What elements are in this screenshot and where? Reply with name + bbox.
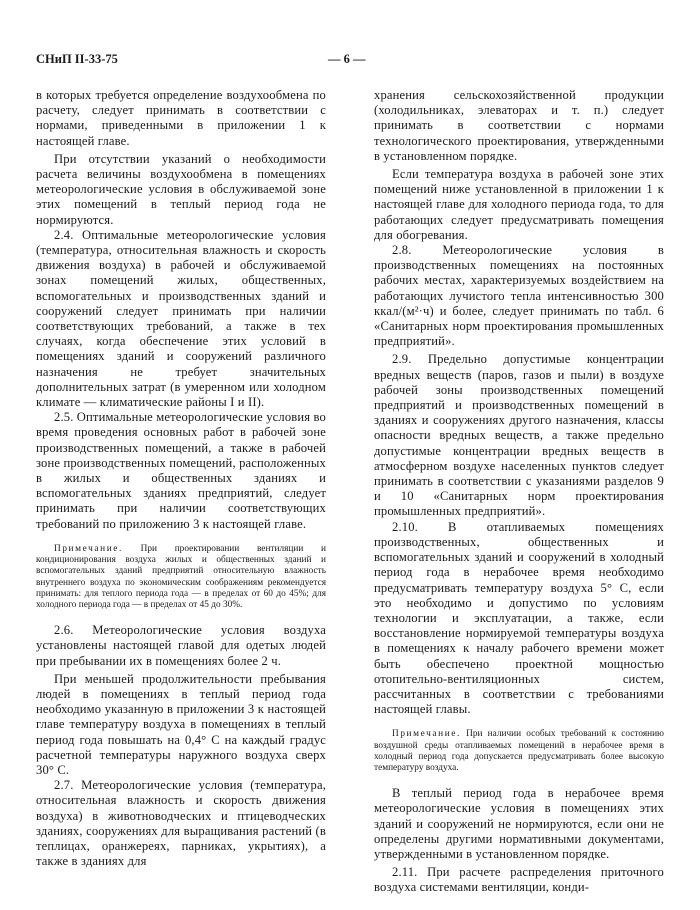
- paragraph-2-11: 2.11. При расчете распределения приточного воздуха системами вентиляции, конди-: [374, 865, 664, 895]
- paragraph: в которых требуется определение воздухообмена по расчету, следует принимать в соответствии с нормами, приведенными в приложении 1 к настоящей главе.: [36, 88, 326, 148]
- note-text: При наличии особых требований к состоянию воздушной среды отапливаемых помещений в нерабочее время в холодный период года допускается предусматривать более высокую температуру воздуха.: [374, 729, 665, 773]
- paragraph: При отсутствии указаний о необходимости расчета величины воздухообмена в помещениях метеорологические условия в обслуживаемой зоне этих помещений в теплый период года не нормируются.: [36, 151, 326, 227]
- paragraph-2-4: 2.4. Оптимальные метеорологические условия (температура, относительная влажность и скорость движения воздуха) в рабочей и обслуживаемой зонах помещений жилых, общественных, вспомогательных и производственных зданий и сооружений следует принимать при наличии соответствующих требований, а также в тех случаях, когда обеспечение этих условий в помещениях зданий и сооружений различного назначения не требует значительных дополнительных затрат (в умеренном или холодном климате — климатические районы I и II).: [36, 227, 326, 410]
- paragraph: Если температура воздуха в рабочей зоне этих помещений ниже установленной в приложении 1 к настоящей главе для холодного периода года, то для работающих следует предусматривать помещения для обогревания.: [374, 167, 664, 242]
- note-text: При проектировании вентиляции и кондиционирования воздуха жилых и общественных зданий и вспомогательных зданий предприятий относительную влажность внутреннего воздуха по экономическим соображениям рекомендуется принимать: для теплого периода года — в пределах от 60 до 45%; для холодного периода года — в пределах от 45 до 30%.: [36, 543, 326, 610]
- note: [374, 729, 664, 774]
- paragraph-2-9: 2.9. Предельно допустимые концентрации вредных веществ (паров, газов и пыли) в воздухе рабочей зоны производственных помещений предприятий и производственных помещений в зданиях и сооружениях другого назначения, классы опасности вредных веществ, а также предельно допустимые концентрации вредных веществ в атмосферном воздухе населенных пунктов следует принимать в соответствии с указаниями разделов 9 и 10 «Санитарных норм проектирования промышленных предприятий».: [374, 352, 664, 519]
- paragraph-2-6: 2.6. Метеорологические условия воздуха установлены настоящей главой для одетых людей при пребывании их в помещениях более 2 ч.: [36, 623, 326, 668]
- page-header: [36, 52, 666, 72]
- paragraph-2-7: 2.7. Метеорологические условия (температура, относительная влажность и скорость движения воздуха) в животноводческих и птицеводческих зданиях, сооружениях для выращивания растений (в теплицах, оранжереях, парниках, укрытиях), а также в зданиях для: [36, 778, 326, 869]
- doc-code: СНиП II-33-75: [36, 52, 118, 66]
- note-label: Примечание.: [54, 543, 123, 554]
- page-number: — 6 —: [328, 52, 366, 66]
- left-column: [36, 88, 326, 869]
- paragraph-2-5: 2.5. Оптимальные метеорологические условия во время проведения основных работ в рабочей зоне производственных помещений, а также в рабочей зоне производственных помещений, расположенных в жилых и общественных зданиях и вспомогательных зданиях предприятий, следует принимать при наличии соответствующих требований по приложению 3 к настоящей главе.: [36, 410, 326, 531]
- paragraph: хранения сельскохозяйственной продукции (холодильниках, элеваторах и т. п.) следует принимать в соответствии с нормами технологического проектирования, утвержденными в установленном порядке.: [374, 88, 664, 163]
- paragraph: При меньшей продолжительности пребывания людей в помещениях в теплый период года необходимо указанную в приложении 3 к настоящей главе температуру воздуха в помещениях в теплый период года повышать на 0,4° С на каждый градус расчетной температуры наружного воздуха сверх 30° С.: [36, 671, 326, 777]
- note: [36, 544, 326, 611]
- paragraph-2-8: 2.8. Метеорологические условия в производственных помещениях на постоянных рабочих местах, характеризуемых воздействием на работающих лучистого тепла интенсивностью 300 ккал/(м²·ч) и более, следует принимать по табл. 6 «Санитарных норм проектирования промышленных предприятий».: [374, 243, 664, 349]
- paragraph: В теплый период года в нерабочее время метеорологические условия в помещениях этих зданий и сооружений не нормируются, если они не определены другими нормативными документами, утвержденными в установленном порядке.: [374, 786, 664, 861]
- paragraph-2-10: 2.10. В отапливаемых помещениях производственных, общественных и вспомогательных зданий и сооружений в холодный период года в нерабочее время необходимо предусматривать температуру воздуха 5° С, если это необходимо и допустимо по условиям технологии и эксплуатации, а также, если восстановление нормируемой температуры воздуха в помещениях к началу рабочего времени может быть обеспечено проектной мощностью отопительно-вентиляционных систем, рассчитанных в соответствии с требованиями настоящей главы.: [374, 519, 664, 717]
- note-label: Примечание.: [392, 729, 461, 740]
- right-column: [374, 88, 664, 896]
